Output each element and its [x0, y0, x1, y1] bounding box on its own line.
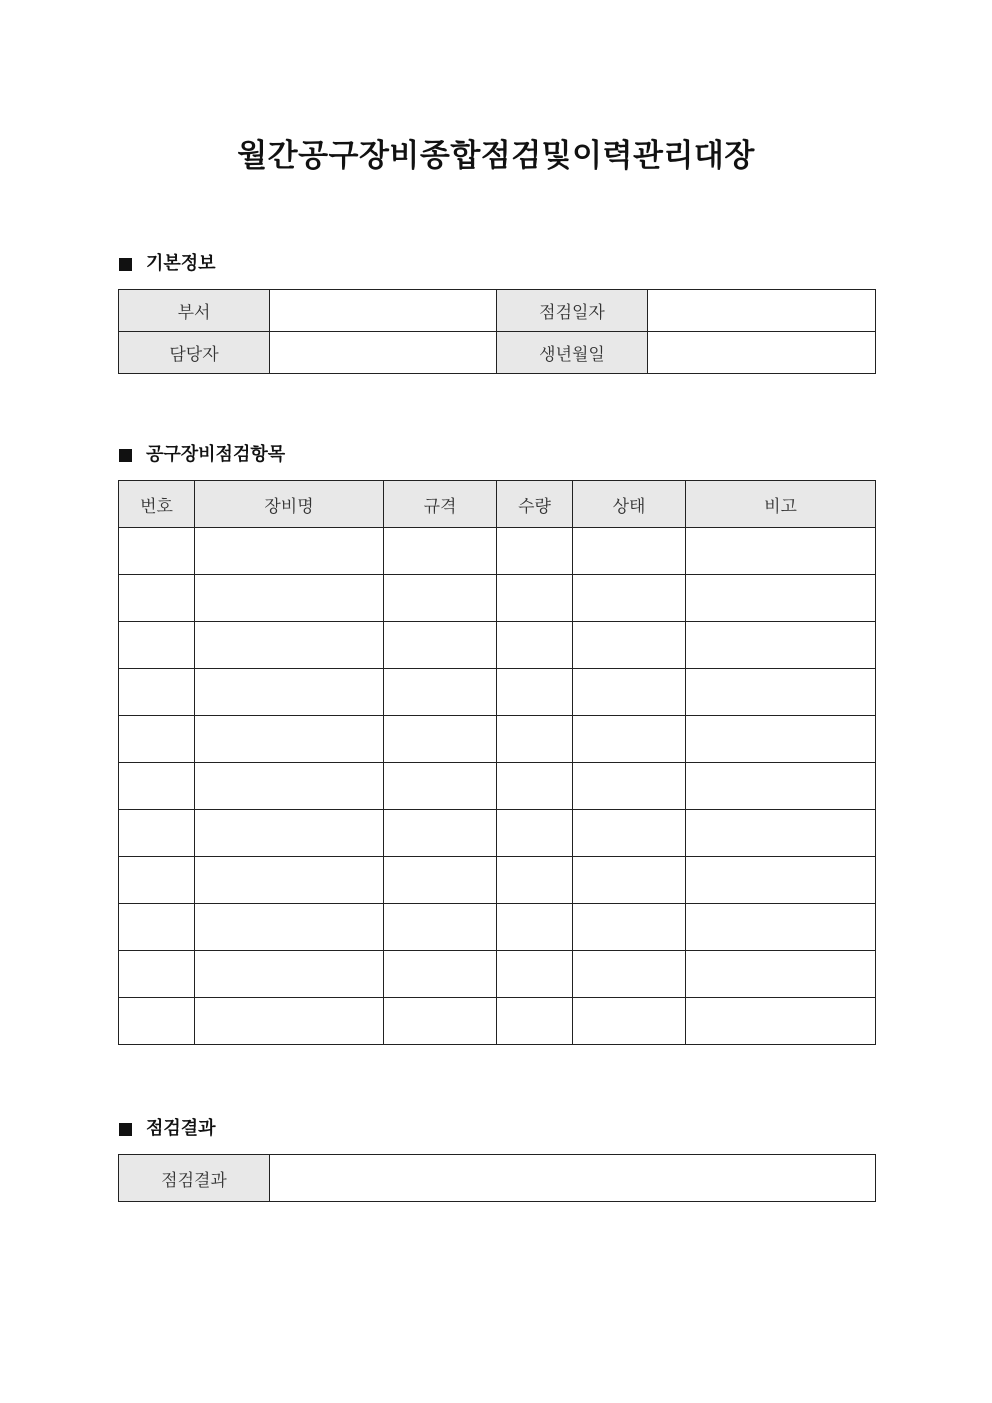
table-row	[119, 290, 876, 332]
quantity-cell[interactable]	[497, 810, 573, 857]
inspection-date-field[interactable]	[648, 290, 876, 332]
equipment-name-cell[interactable]	[195, 575, 384, 622]
number-cell[interactable]	[119, 763, 195, 810]
section-heading-label: 점검결과	[146, 1118, 216, 1139]
quantity-cell[interactable]	[497, 904, 573, 951]
status-cell[interactable]	[573, 904, 686, 951]
equipment-items-body	[119, 528, 876, 1045]
remarks-cell[interactable]	[686, 622, 876, 669]
status-cell[interactable]	[573, 951, 686, 998]
number-cell[interactable]	[119, 951, 195, 998]
equipment-name-cell[interactable]	[195, 622, 384, 669]
equipment-name-cell[interactable]	[195, 857, 384, 904]
black-square-icon	[119, 258, 132, 271]
table-row	[119, 1155, 876, 1202]
spec-cell[interactable]	[384, 998, 497, 1045]
table-row	[119, 857, 876, 904]
table-row	[119, 622, 876, 669]
quantity-cell[interactable]	[497, 857, 573, 904]
status-cell[interactable]	[573, 575, 686, 622]
equipment-name-cell[interactable]	[195, 951, 384, 998]
remarks-cell[interactable]	[686, 575, 876, 622]
spec-cell[interactable]	[384, 622, 497, 669]
column-header-number: 번호	[119, 481, 195, 528]
remarks-cell[interactable]	[686, 528, 876, 575]
quantity-cell[interactable]	[497, 528, 573, 575]
status-cell[interactable]	[573, 763, 686, 810]
spec-cell[interactable]	[384, 575, 497, 622]
column-header-remarks: 비고	[686, 481, 876, 528]
section-heading-label: 기본정보	[146, 253, 216, 274]
black-square-icon	[119, 1123, 132, 1136]
equipment-name-cell[interactable]	[195, 669, 384, 716]
black-square-icon	[119, 449, 132, 462]
birth-date-field[interactable]	[648, 332, 876, 374]
section-heading-equipment-items	[119, 443, 285, 467]
number-cell[interactable]	[119, 904, 195, 951]
status-cell[interactable]	[573, 528, 686, 575]
equipment-name-cell[interactable]	[195, 810, 384, 857]
manager-field[interactable]	[270, 332, 497, 374]
status-cell[interactable]	[573, 998, 686, 1045]
equipment-name-cell[interactable]	[195, 716, 384, 763]
quantity-cell[interactable]	[497, 763, 573, 810]
remarks-cell[interactable]	[686, 810, 876, 857]
table-row	[119, 575, 876, 622]
document-title: 월간공구장비종합점검및이력관리대장	[237, 138, 755, 174]
spec-cell[interactable]	[384, 716, 497, 763]
table-row	[119, 669, 876, 716]
number-cell[interactable]	[119, 575, 195, 622]
section-heading-label: 공구장비점검항목	[146, 444, 286, 465]
spec-cell[interactable]	[384, 528, 497, 575]
remarks-cell[interactable]	[686, 716, 876, 763]
quantity-cell[interactable]	[497, 575, 573, 622]
spec-cell[interactable]	[384, 763, 497, 810]
table-row	[119, 332, 876, 374]
remarks-cell[interactable]	[686, 951, 876, 998]
number-cell[interactable]	[119, 716, 195, 763]
remarks-cell[interactable]	[686, 904, 876, 951]
equipment-items-table	[118, 480, 876, 1045]
inspection-result-table	[118, 1154, 876, 1202]
spec-cell[interactable]	[384, 857, 497, 904]
inspection-result-label: 점검결과	[119, 1155, 270, 1202]
column-header-quantity: 수량	[497, 481, 573, 528]
table-header-row	[119, 481, 876, 528]
status-cell[interactable]	[573, 716, 686, 763]
number-cell[interactable]	[119, 622, 195, 669]
number-cell[interactable]	[119, 528, 195, 575]
spec-cell[interactable]	[384, 904, 497, 951]
spec-cell[interactable]	[384, 810, 497, 857]
number-cell[interactable]	[119, 810, 195, 857]
column-header-status: 상태	[573, 481, 686, 528]
quantity-cell[interactable]	[497, 951, 573, 998]
equipment-name-cell[interactable]	[195, 763, 384, 810]
status-cell[interactable]	[573, 622, 686, 669]
number-cell[interactable]	[119, 669, 195, 716]
table-row	[119, 904, 876, 951]
equipment-name-cell[interactable]	[195, 904, 384, 951]
department-label: 부서	[119, 290, 270, 332]
table-row	[119, 716, 876, 763]
inspection-result-field[interactable]	[270, 1155, 876, 1202]
equipment-name-cell[interactable]	[195, 528, 384, 575]
birth-date-label: 생년월일	[497, 332, 648, 374]
status-cell[interactable]	[573, 669, 686, 716]
table-row	[119, 810, 876, 857]
number-cell[interactable]	[119, 998, 195, 1045]
section-heading-basic-info	[119, 252, 216, 276]
spec-cell[interactable]	[384, 951, 497, 998]
table-row	[119, 528, 876, 575]
equipment-name-cell[interactable]	[195, 998, 384, 1045]
table-row	[119, 763, 876, 810]
remarks-cell[interactable]	[686, 669, 876, 716]
status-cell[interactable]	[573, 857, 686, 904]
quantity-cell[interactable]	[497, 998, 573, 1045]
inspection-date-label: 점검일자	[497, 290, 648, 332]
department-field[interactable]	[270, 290, 497, 332]
column-header-equipment-name: 장비명	[195, 481, 384, 528]
remarks-cell[interactable]	[686, 998, 876, 1045]
quantity-cell[interactable]	[497, 669, 573, 716]
remarks-cell[interactable]	[686, 763, 876, 810]
basic-info-table	[118, 289, 876, 374]
quantity-cell[interactable]	[497, 622, 573, 669]
spec-cell[interactable]	[384, 669, 497, 716]
status-cell[interactable]	[573, 810, 686, 857]
section-heading-inspection-result	[119, 1117, 216, 1141]
number-cell[interactable]	[119, 857, 195, 904]
quantity-cell[interactable]	[497, 716, 573, 763]
table-row	[119, 998, 876, 1045]
manager-label: 담당자	[119, 332, 270, 374]
table-row	[119, 951, 876, 998]
remarks-cell[interactable]	[686, 857, 876, 904]
column-header-spec: 규격	[384, 481, 497, 528]
